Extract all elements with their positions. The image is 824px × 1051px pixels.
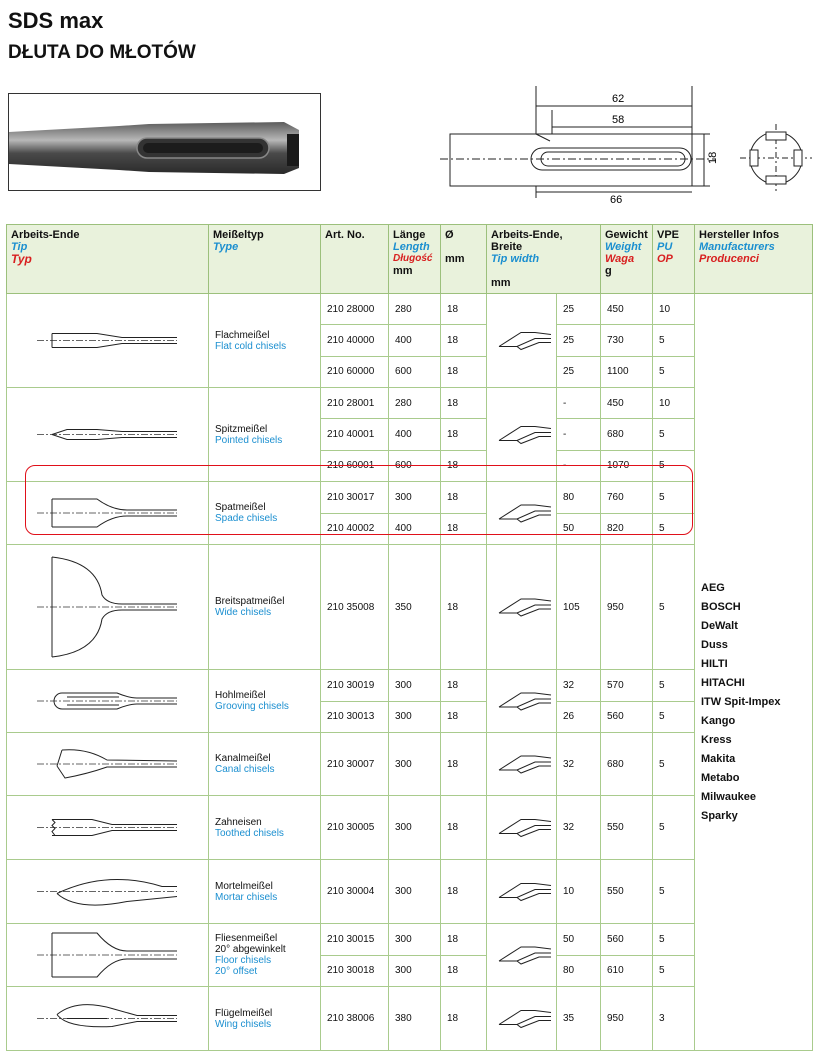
manufacturer-item: Milwaukee — [701, 790, 757, 803]
chisel-type: Mortelmeißel Mortar chisels — [209, 860, 321, 924]
manufacturer-item: BOSCH — [701, 600, 741, 613]
weight: 680 — [601, 733, 653, 796]
manufacturer-item: Kango — [701, 714, 736, 727]
tip-width: 105 — [557, 545, 601, 670]
art-no: 210 30005 — [321, 796, 389, 860]
art-no: 210 30018 — [321, 955, 389, 987]
tip-width-icon — [487, 294, 557, 388]
diameter: 18 — [441, 670, 487, 702]
diameter: 18 — [441, 388, 487, 419]
chisel-type: Spatmeißel Spade chisels — [209, 482, 321, 545]
tip-width: 32 — [557, 670, 601, 702]
tip-width: 80 — [557, 482, 601, 514]
chisel-type: Breitspatmeißel Wide chisels — [209, 545, 321, 670]
diameter: 18 — [441, 545, 487, 670]
diameter: 18 — [441, 294, 487, 325]
manufacturer-item: DeWalt — [701, 619, 738, 632]
art-no: 210 60000 — [321, 356, 389, 387]
length: 350 — [389, 545, 441, 670]
tip-drawing — [7, 987, 209, 1051]
tip-drawing — [7, 670, 209, 733]
vpe: 5 — [653, 325, 695, 356]
table-row — [7, 733, 813, 796]
table-row — [7, 860, 813, 924]
page-title: SDS max — [8, 8, 104, 33]
diameter: 18 — [441, 419, 487, 450]
manufacturer-item: Makita — [701, 752, 736, 765]
col-vpe: VPE PU OP — [653, 225, 695, 294]
tip-drawing — [7, 796, 209, 860]
tip-drawing — [7, 388, 209, 482]
page-subtitle: DŁUTA DO MŁOTÓW — [8, 42, 196, 63]
length: 400 — [389, 325, 441, 356]
chisel-type: Fliesenmeißel 20° abgewinkelt Floor chisels 20° offset — [209, 924, 321, 987]
weight: 950 — [601, 987, 653, 1051]
art-no: 210 30013 — [321, 701, 389, 733]
tip-drawing — [7, 294, 209, 388]
tip-drawing — [7, 733, 209, 796]
tip-width-icon — [487, 924, 557, 987]
tip-width: 25 — [557, 356, 601, 387]
weight: 450 — [601, 294, 653, 325]
art-no: 210 28000 — [321, 294, 389, 325]
length: 400 — [389, 419, 441, 450]
weight: 760 — [601, 482, 653, 514]
diameter: 18 — [441, 356, 487, 387]
diameter: 18 — [441, 955, 487, 987]
tip-width-icon — [487, 388, 557, 482]
diameter: 18 — [441, 987, 487, 1051]
length: 300 — [389, 670, 441, 702]
diameter: 18 — [441, 701, 487, 733]
col-tip: Arbeits-Ende Tip Typ — [7, 225, 209, 294]
weight: 1100 — [601, 356, 653, 387]
art-no: 210 40000 — [321, 325, 389, 356]
table-row — [7, 482, 813, 514]
art-no: 210 30007 — [321, 733, 389, 796]
manufacturer-item: HITACHI — [701, 676, 745, 689]
table-row — [7, 796, 813, 860]
table-row — [7, 924, 813, 956]
length: 300 — [389, 955, 441, 987]
diameter: 18 — [441, 450, 487, 481]
weight: 560 — [601, 701, 653, 733]
tip-drawing — [7, 924, 209, 987]
tip-width: 35 — [557, 987, 601, 1051]
tip-width: 25 — [557, 294, 601, 325]
length: 280 — [389, 294, 441, 325]
shank-dimension-drawing — [440, 86, 818, 206]
table-row — [7, 545, 813, 670]
art-no: 210 35008 — [321, 545, 389, 670]
table-row — [7, 388, 813, 419]
tip-width: - — [557, 388, 601, 419]
col-width: Arbeits-Ende, Breite Tip width mm — [487, 225, 601, 294]
chisel-type: Spitzmeißel Pointed chisels — [209, 388, 321, 482]
vpe: 5 — [653, 450, 695, 481]
vpe: 5 — [653, 860, 695, 924]
col-art: Art. No. — [321, 225, 389, 294]
vpe: 5 — [653, 545, 695, 670]
tip-width: 32 — [557, 796, 601, 860]
tip-width: - — [557, 419, 601, 450]
diameter: 18 — [441, 482, 487, 514]
weight: 560 — [601, 924, 653, 956]
table-header-row — [7, 225, 813, 294]
length: 300 — [389, 860, 441, 924]
vpe: 10 — [653, 388, 695, 419]
dim-top-label: 62 — [612, 93, 625, 105]
col-weight: Gewicht Weight Waga g — [601, 225, 653, 294]
tip-width: 50 — [557, 513, 601, 545]
vpe: 10 — [653, 294, 695, 325]
product-photo — [8, 93, 321, 191]
vpe: 5 — [653, 513, 695, 545]
table-row — [7, 670, 813, 702]
weight: 450 — [601, 388, 653, 419]
length: 300 — [389, 733, 441, 796]
weight: 820 — [601, 513, 653, 545]
length: 300 — [389, 701, 441, 733]
vpe: 5 — [653, 670, 695, 702]
vpe: 5 — [653, 924, 695, 956]
tip-width: 10 — [557, 860, 601, 924]
length: 600 — [389, 450, 441, 481]
vpe: 5 — [653, 701, 695, 733]
tip-width: 32 — [557, 733, 601, 796]
art-no: 210 38006 — [321, 987, 389, 1051]
vpe: 5 — [653, 733, 695, 796]
art-no: 210 30017 — [321, 482, 389, 514]
manufacturer-item: Sparky — [701, 809, 738, 822]
weight: 610 — [601, 955, 653, 987]
vpe: 5 — [653, 419, 695, 450]
weight: 550 — [601, 860, 653, 924]
table-row — [7, 987, 813, 1051]
diameter: 18 — [441, 796, 487, 860]
manufacturer-item: Kress — [701, 733, 732, 746]
dim-bottom-label: 66 — [610, 194, 623, 206]
tip-width-icon — [487, 860, 557, 924]
vpe: 5 — [653, 796, 695, 860]
art-no: 210 40002 — [321, 513, 389, 545]
chisel-table — [6, 224, 813, 1051]
weight: 570 — [601, 670, 653, 702]
weight: 680 — [601, 419, 653, 450]
length: 280 — [389, 388, 441, 419]
dim-inner-label: 58 — [612, 114, 625, 126]
vpe: 5 — [653, 482, 695, 514]
col-length: Länge Length Długość mm — [389, 225, 441, 294]
art-no: 210 60001 — [321, 450, 389, 481]
diameter: 18 — [441, 924, 487, 956]
tip-width-icon — [487, 987, 557, 1051]
manufacturer-item: Metabo — [701, 771, 740, 784]
table-row — [7, 294, 813, 325]
manufacturer-item: HILTI — [701, 657, 728, 670]
col-type: Meißeltyp Type — [209, 225, 321, 294]
tip-width-icon — [487, 670, 557, 733]
weight: 1070 — [601, 450, 653, 481]
col-manufacturers: Hersteller Infos Manufacturers Producenci — [695, 225, 813, 294]
tip-drawing — [7, 482, 209, 545]
tip-drawing — [7, 545, 209, 670]
manufacturer-list — [695, 294, 813, 1051]
chisel-type: Flachmeißel Flat cold chisels — [209, 294, 321, 388]
diameter: 18 — [441, 325, 487, 356]
manufacturer-item: Duss — [701, 638, 728, 651]
tip-width: 26 — [557, 701, 601, 733]
vpe: 5 — [653, 356, 695, 387]
diameter: 18 — [441, 513, 487, 545]
tip-drawing — [7, 860, 209, 924]
art-no: 210 30004 — [321, 860, 389, 924]
length: 300 — [389, 796, 441, 860]
length: 400 — [389, 513, 441, 545]
chisel-type: Kanalmeißel Canal chisels — [209, 733, 321, 796]
chisel-type: Zahneisen Toothed chisels — [209, 796, 321, 860]
length: 600 — [389, 356, 441, 387]
tip-width: - — [557, 450, 601, 481]
art-no: 210 30015 — [321, 924, 389, 956]
tip-width-icon — [487, 482, 557, 545]
manufacturer-item: ITW Spit-Impex — [701, 695, 781, 708]
length: 380 — [389, 987, 441, 1051]
art-no: 210 30019 — [321, 670, 389, 702]
art-no: 210 40001 — [321, 419, 389, 450]
diameter: 18 — [441, 733, 487, 796]
weight: 950 — [601, 545, 653, 670]
manufacturer-item: AEG — [701, 581, 725, 594]
chisel-type: Hohlmeißel Grooving chisels — [209, 670, 321, 733]
tip-width-icon — [487, 733, 557, 796]
tip-width: 25 — [557, 325, 601, 356]
art-no: 210 28001 — [321, 388, 389, 419]
tip-width: 50 — [557, 924, 601, 956]
col-diameter: Ø mm — [441, 225, 487, 294]
dim-side-label: 18 — [707, 151, 719, 164]
vpe: 3 — [653, 987, 695, 1051]
vpe: 5 — [653, 955, 695, 987]
weight: 730 — [601, 325, 653, 356]
weight: 550 — [601, 796, 653, 860]
chisel-type: Flügelmeißel Wing chisels — [209, 987, 321, 1051]
diameter: 18 — [441, 860, 487, 924]
tip-width: 80 — [557, 955, 601, 987]
length: 300 — [389, 482, 441, 514]
length: 300 — [389, 924, 441, 956]
tip-width-icon — [487, 545, 557, 670]
tip-width-icon — [487, 796, 557, 860]
